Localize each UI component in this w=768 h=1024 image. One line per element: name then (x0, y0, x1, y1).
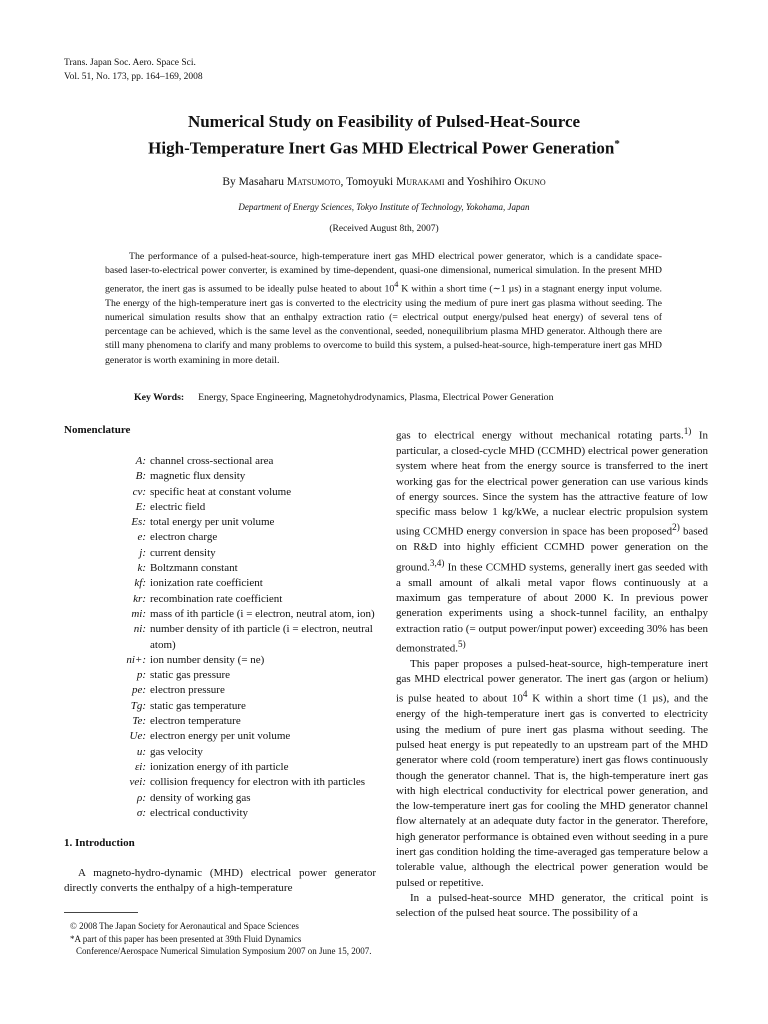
nomenclature-description: electron temperature (150, 715, 241, 728)
paragraph-2: This paper proposes a pulsed-heat-source, high-temperature inert gas MHD electrical power generator. The inert gas (argon or helium) is pulse heated to about $10^4$ K within a short time (1 µs), and the energy of the high-temperature inert gas is converted to electricity using the medium of pure inert gas plasma without seeding. The pulsed heat energy is put repeatedly to an upstream part of the MHD generator where cold (room temperature) inert gas flows continuously though the generator channel. That is, the high-temperature inert gas with high electrical conductivity for electrical power generation, and the low-temperature inert gas for cooling the MHD generator channel flow alternately at an adequate duty factor in the generator. Therefore, high generator performance is obtained even without seeding in a pure inert gas condition holding the time-averaged gas temperature below a tolerable value, although the electrical power generation would be pulsed or repetitive. (396, 657, 708, 889)
nomenclature-item (64, 683, 376, 698)
nomenclature-symbol: Tg: (130, 699, 146, 712)
nomenclature-description: current density (150, 546, 216, 559)
nomenclature-item (64, 806, 376, 821)
nomenclature-symbol: p: (136, 669, 146, 682)
citation-1: 1) (683, 426, 692, 436)
nomenclature-symbol: cv: (132, 485, 146, 498)
nomenclature-item (64, 668, 376, 683)
nomenclature-symbol: B: (135, 470, 146, 483)
nomenclature-description: number density of ith particle (i = electron, neutral atom) (150, 623, 373, 651)
presentation-footnote: *A part of this paper has been presented at 39th Fluid Dynamics Conference/Aerospace Numerical Simulation Symposium 2007 on June 15, 2007. (70, 933, 372, 957)
author-list: By Masaharu Matsumoto, Tomoyuki Murakami and Yoshihiro Okuno (222, 176, 546, 188)
nomenclature-item (64, 469, 376, 484)
nomenclature-item (64, 515, 376, 530)
nomenclature-symbol: Ue: (129, 730, 146, 743)
citation-3: 3,4) (429, 557, 445, 568)
nomenclature-symbol: u: (136, 745, 146, 758)
footnote-divider (64, 912, 138, 913)
nomenclature-item (64, 607, 376, 622)
nomenclature-description: magnetic flux density (150, 470, 246, 483)
nomenclature-item (64, 530, 376, 545)
nomenclature-item (64, 592, 376, 607)
nomenclature-symbol: mi: (131, 607, 146, 620)
nomenclature-item (64, 561, 376, 576)
paragraph-3: In a pulsed-heat-source MHD generator, the critical point is selection of the pulsed heat source. The possibility of a (396, 891, 708, 920)
nomenclature-item (64, 454, 376, 469)
abstract-exponent: 4 (394, 280, 399, 290)
nomenclature-item (64, 653, 376, 668)
paragraph-1: gas to electrical energy without mechanical rotating parts.$^{1)}$ In particular, a closed-cycle MHD (CCMHD) electrical power generation system where heat from the energy source is transferred to the inert working gas for the electrical power generation can use various kinds of energy sources. Since the system has the attractive feature of low specific mass below 1 kg/kWe, a nuclear electric propulsion system using CCMHD energy conversion in space has been proposed$^{2)}$ based on R&D into highly efficient CCMHD power generation on the ground.$^{3,4)}$ In these CCMHD systems, generally inert gas seeded with a small amount of alkali metal vapor flows continuously at a maximum gas temperature of about 2000 K. In previous power generation experiments using a shock-tunnel facility, an enthalpy extraction ratio (= output power/input power) exceeding 30% has been demonstrated.$^{5)}$ (396, 426, 708, 655)
nomenclature-description: static gas pressure (150, 669, 231, 682)
journal-volume: Vol. 51, No. 173, pp. 164–169, 2008 (64, 72, 203, 82)
nomenclature-symbol: εi: (134, 760, 146, 773)
nomenclature-description: electrical conductivity (150, 806, 249, 819)
nomenclature-description: electron pressure (150, 684, 225, 697)
nomenclature-item (64, 546, 376, 561)
title-line-1: Numerical Study on Feasibility of Pulsed-Heat-Source (187, 112, 581, 131)
affiliation: Department of Energy Sciences, Tokyo Institute of Technology, Yokohama, Japan (238, 202, 530, 212)
nomenclature-item (64, 699, 376, 714)
nomenclature-description: gas velocity (150, 745, 203, 758)
nomenclature-symbol: Te: (132, 715, 146, 728)
nomenclature-description: mass of ith particle (i = electron, neutral atom, ion) (150, 607, 375, 620)
author-2: Tomoyuki Murakami (346, 176, 445, 188)
journal-citation (64, 56, 203, 84)
nomenclature-description: total energy per unit volume (150, 516, 275, 529)
nomenclature-heading: Nomenclature (64, 424, 131, 436)
nomenclature-description: specific heat at constant volume (150, 485, 292, 498)
nomenclature-item (64, 729, 376, 744)
nomenclature-description: channel cross-sectional area (150, 455, 274, 467)
nomenclature-symbol: kr: (133, 592, 146, 605)
footnotes (64, 920, 376, 958)
received-date: (Received August 8th, 2007) (329, 224, 439, 234)
abstract: The performance of a pulsed-heat-source, high-temperature inert gas MHD electrical power generator, which is a candidate space-based laser-to-electrical power converter, is examined by time-dependent, quasi-one dimensional, numerical simulation. In the present MHD generator, the inert gas is assumed to be ideally pulse heated to about $10^4$ K within a short time (∼1 µs) in a stagnant energy input volume. The energy of the high-temperature inert gas is converted to the electricity using the medium of pure inert gas plasma without seeding. The numerical simulation results show that an enthalpy extraction ratio (= electrical output energy/pulsed heat energy) of several tens of percentage can be achieved, which is the same level as the conventional, seeded, nonequilibrium plasma MHD generator. Although there are still many phenomena to clarify and many problems to overcome to build this system, a pulsed-heat-source, high-temperature inert gas MHD generator is worth examining in more detail. (105, 251, 663, 366)
nomenclature-description: collision frequency for electron with ith particles (150, 776, 366, 789)
nomenclature-item (64, 485, 376, 500)
nomenclature-description: electron charge (150, 531, 218, 544)
citation-4: 5) (458, 638, 466, 649)
nomenclature-symbol: pe: (131, 684, 146, 697)
nomenclature-symbol: k: (137, 562, 146, 575)
and-label: and (447, 176, 465, 188)
nomenclature-symbol: ni: (133, 623, 146, 636)
nomenclature-symbol: ρ: (137, 791, 146, 804)
nomenclature-description: density of working gas (150, 791, 251, 804)
nomenclature-item (64, 500, 376, 515)
nomenclature-symbol: σ: (136, 806, 146, 819)
nomenclature-item (64, 622, 376, 653)
journal-name: Trans. Japan Soc. Aero. Space Sci. (64, 58, 196, 68)
nomenclature-item (64, 576, 376, 591)
nomenclature-description: electron energy per unit volume (150, 730, 291, 743)
nomenclature-description: ionization rate coefficient (150, 577, 263, 590)
nomenclature-item (64, 791, 376, 806)
p2-exponent: 4 (522, 689, 528, 700)
introduction-text: A magneto-hydro-dynamic (MHD) electrical power generator directly converts the enthalpy of a high-temperature (64, 867, 376, 895)
nomenclature-description: ion number density (= ne) (150, 653, 265, 666)
nomenclature-symbol: e: (137, 531, 146, 544)
nomenclature-description: Boltzmann constant (150, 562, 238, 575)
title-line-2-text: High-Temperature Inert Gas MHD Electrical Power Generation (148, 138, 615, 158)
keywords-text: Energy, Space Engineering, Magnetohydrodynamics, Plasma, Electrical Power Generation (198, 392, 554, 403)
nomenclature-list (64, 454, 376, 821)
nomenclature-description: static gas temperature (150, 699, 246, 712)
nomenclature-symbol: Es: (131, 516, 146, 529)
nomenclature-description: ionization energy of ith particle (150, 760, 289, 773)
nomenclature-symbol: j: (139, 546, 146, 559)
introduction-heading: 1. Introduction (64, 837, 135, 849)
nomenclature-item (64, 775, 376, 790)
nomenclature-symbol: A: (135, 455, 146, 467)
nomenclature-item (64, 760, 376, 775)
right-column (396, 424, 708, 921)
citation-2: 2) (672, 522, 680, 533)
by-label: By (222, 176, 236, 188)
copyright-notice: © 2008 The Japan Society for Aeronautical and Space Sciences (70, 921, 299, 931)
nomenclature-description: electric field (150, 500, 206, 513)
paper-title (60, 110, 708, 160)
author-3: Yoshihiro Okuno (466, 176, 546, 188)
nomenclature-symbol: νei: (129, 776, 146, 789)
title-line-2 (60, 133, 708, 160)
nomenclature-symbol: E: (135, 500, 146, 513)
nomenclature-item (64, 745, 376, 760)
keywords-label: Key Words: (134, 392, 185, 403)
nomenclature-symbol: ni+: (126, 653, 146, 666)
nomenclature-item (64, 714, 376, 729)
author-1: Masaharu Matsumoto (238, 176, 341, 188)
keywords (134, 392, 553, 403)
nomenclature-symbol: kf: (134, 577, 146, 590)
title-footnote-mark: * (614, 138, 620, 150)
nomenclature-description: recombination rate coefficient (150, 592, 283, 605)
